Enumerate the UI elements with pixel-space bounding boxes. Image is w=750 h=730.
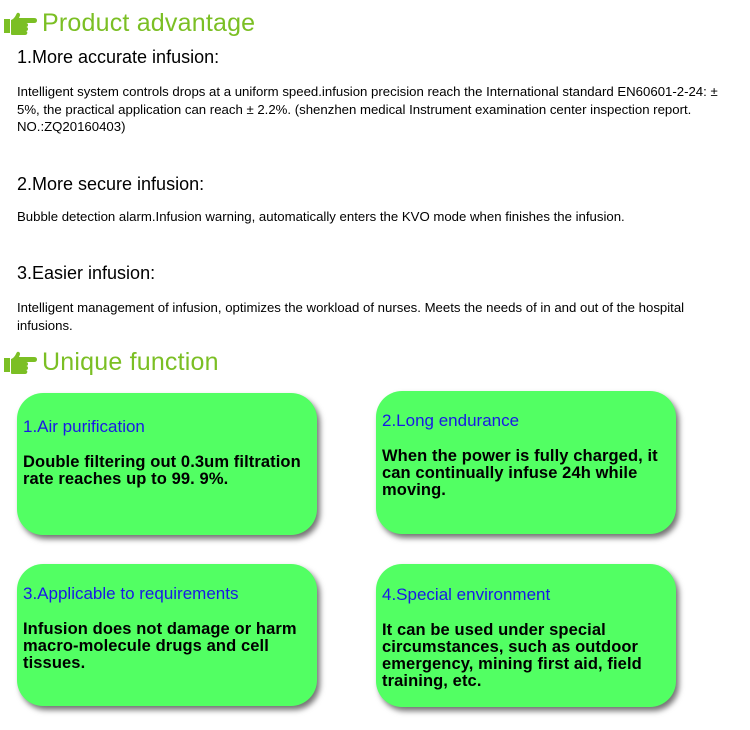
function-card-3 [17,564,317,706]
card-text: Infusion does not damage or harm macro-molecule drugs and cell tissues. [23,620,297,672]
advantage-title-3: 3.Easier infusion: [17,263,156,283]
card-title: 2.Long endurance [382,411,520,430]
function-card-2 [376,391,676,534]
card-title: 3.Applicable to requirements [23,584,239,603]
advantage-text-3: Intelligent management of infusion, optimizes the workload of nurses. Meets the needs of in and out of the hospital infusions. [17,300,685,333]
advantage-text-2: Bubble detection alarm.Infusion warning, automatically enters the KVO mode when finishes the infusion. [17,209,625,224]
pointing-hand-icon [2,348,38,376]
card-text: Double filtering out 0.3um filtration rate reaches up to 99. 9%. [23,453,301,488]
card-text: When the power is fully charged, it can continually infuse 24h while moving. [382,447,658,499]
card-title: 1.Air purification [23,417,145,436]
advantage-title-1: 1.More accurate infusion: [17,47,220,67]
function-card-1 [17,393,317,535]
pointing-hand-icon [2,9,38,37]
advantage-title-2: 2.More secure infusion: [17,174,205,194]
card-title: 4.Special environment [382,585,551,604]
function-card-4 [376,564,676,707]
product-advantage-heading [2,6,255,40]
section-heading-text: Unique function [42,347,219,376]
unique-function-heading [2,345,219,379]
section-heading-text: Product advantage [42,8,256,37]
advantage-text-1: Intelligent system controls drops at a uniform speed.infusion precision reach the International standard EN60601-2-24: ± 5%, the practical application can reach ± 2.2%. (shenzhen medical Instrument examination center inspection report. NO.:ZQ20160403) [17,84,718,134]
card-text: It can be used under special circumstances, such as outdoor emergency, mining first aid, field training, etc. [382,621,642,690]
